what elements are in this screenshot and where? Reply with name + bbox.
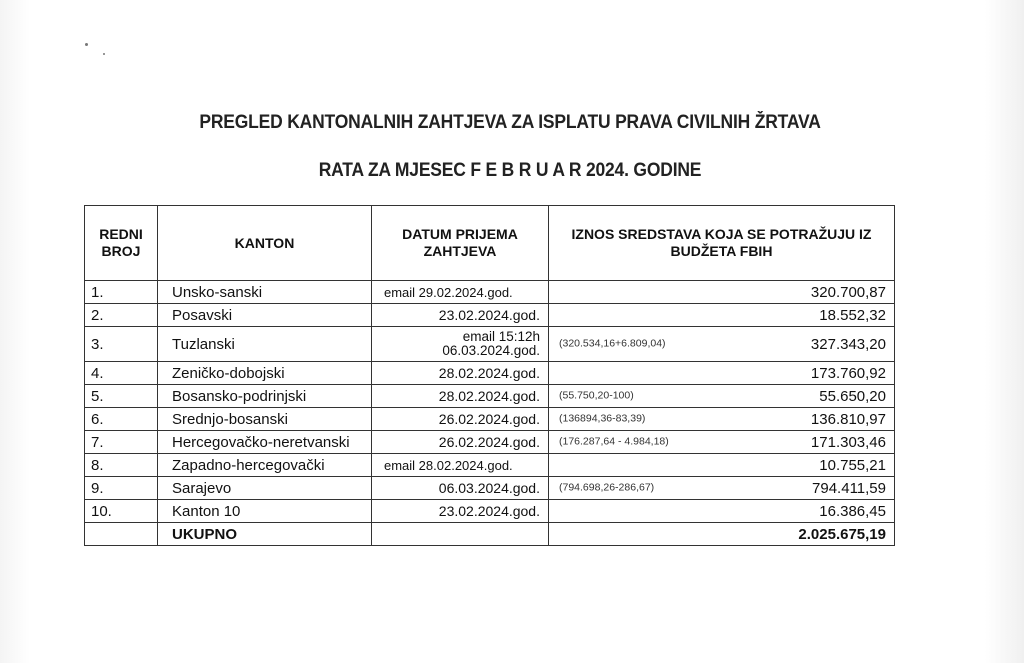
row-number: 1. bbox=[85, 281, 158, 304]
total-label: UKUPNO bbox=[158, 523, 372, 546]
row-iznos-cell bbox=[549, 362, 895, 385]
row-kanton: Bosansko-podrinjski bbox=[158, 385, 372, 408]
table-row bbox=[85, 362, 895, 385]
row-iznos: 136.810,97 bbox=[810, 410, 886, 428]
row-datum: 06.03.2024.god. bbox=[372, 477, 549, 500]
row-datum: 26.02.2024.god. bbox=[372, 431, 549, 454]
row-datum: email 15:12h 06.03.2024.god. bbox=[372, 327, 549, 362]
row-datum: email 29.02.2024.god. bbox=[372, 281, 549, 304]
row-kanton: Hercegovačko-neretvanski bbox=[158, 431, 372, 454]
row-iznos: 173.760,92 bbox=[810, 364, 886, 382]
row-number: 9. bbox=[85, 477, 158, 500]
row-number: 3. bbox=[85, 327, 158, 362]
header-iznos: IZNOS SREDSTAVA KOJA SE POTRAŽUJU IZ BUDŽETA FBIH bbox=[549, 206, 895, 281]
row-iznos-cell bbox=[549, 281, 895, 304]
row-number: 6. bbox=[85, 408, 158, 431]
row-calculation: (320.534,16+6.809,04) bbox=[559, 337, 666, 350]
row-calculation: (794.698,26-286,67) bbox=[559, 481, 655, 494]
row-iznos: 320.700,87 bbox=[810, 283, 886, 301]
header-datum: DATUM PRIJEMA ZAHTJEVA bbox=[372, 206, 549, 281]
row-kanton: Posavski bbox=[158, 304, 372, 327]
row-iznos-cell bbox=[549, 385, 895, 408]
row-kanton: Zapadno-hercegovački bbox=[158, 454, 372, 477]
row-kanton: Unsko-sanski bbox=[158, 281, 372, 304]
table-row bbox=[85, 500, 895, 523]
row-number: 7. bbox=[85, 431, 158, 454]
row-kanton: Sarajevo bbox=[158, 477, 372, 500]
row-iznos: 327.343,20 bbox=[810, 335, 886, 353]
row-kanton: Zeničko-dobojski bbox=[158, 362, 372, 385]
row-number: 4. bbox=[85, 362, 158, 385]
row-kanton: Tuzlanski bbox=[158, 327, 372, 362]
row-datum: email 28.02.2024.god. bbox=[372, 454, 549, 477]
row-iznos-cell bbox=[549, 477, 895, 500]
table-row bbox=[85, 454, 895, 477]
row-datum: 23.02.2024.god. bbox=[372, 304, 549, 327]
row-datum: 28.02.2024.god. bbox=[372, 385, 549, 408]
row-iznos: 16.386,45 bbox=[819, 502, 886, 520]
table-header-row bbox=[85, 206, 895, 281]
table-row bbox=[85, 431, 895, 454]
total-empty-cell bbox=[372, 523, 549, 546]
row-kanton: Kanton 10 bbox=[158, 500, 372, 523]
row-number: 2. bbox=[85, 304, 158, 327]
table-row bbox=[85, 408, 895, 431]
row-number: 5. bbox=[85, 385, 158, 408]
row-kanton: Srednjo-bosanski bbox=[158, 408, 372, 431]
row-iznos: 171.303,46 bbox=[810, 433, 886, 451]
requests-table bbox=[84, 205, 895, 546]
row-calculation: (176.287,64 - 4.984,18) bbox=[559, 435, 669, 448]
row-iznos-cell bbox=[549, 431, 895, 454]
row-iznos-cell bbox=[549, 454, 895, 477]
table-row bbox=[85, 477, 895, 500]
header-kanton: KANTON bbox=[158, 206, 372, 281]
row-number: 8. bbox=[85, 454, 158, 477]
row-iznos: 794.411,59 bbox=[812, 479, 886, 497]
row-iznos-cell bbox=[549, 327, 895, 362]
total-row bbox=[85, 523, 895, 546]
row-iznos: 10.755,21 bbox=[819, 456, 886, 474]
row-iznos-cell bbox=[549, 408, 895, 431]
header-redni-broj: REDNI BROJ bbox=[85, 206, 158, 281]
row-iznos-cell bbox=[549, 304, 895, 327]
row-calculation: (136894,36-83,39) bbox=[559, 412, 646, 425]
row-number: 10. bbox=[85, 500, 158, 523]
document-title-line-1: PREGLED KANTONALNIH ZAHTJEVA ZA ISPLATU PRAVA CIVILNIH ŽRTAVA bbox=[199, 112, 821, 133]
row-iznos: 55.650,20 bbox=[819, 387, 886, 405]
scan-speck bbox=[85, 43, 88, 46]
table-row bbox=[85, 281, 895, 304]
total-empty-cell bbox=[85, 523, 158, 546]
scan-speck bbox=[103, 53, 105, 55]
table-row bbox=[85, 304, 895, 327]
document-title-line-2: RATA ZA MJESEC F E B R U A R 2024. GODINE bbox=[318, 160, 702, 181]
row-iznos: 18.552,32 bbox=[819, 306, 886, 324]
row-iznos-cell bbox=[549, 500, 895, 523]
row-calculation: (55.750,20-100) bbox=[559, 389, 634, 402]
total-amount: 2.025.675,19 bbox=[549, 523, 895, 546]
table-row bbox=[85, 327, 895, 362]
row-datum: 26.02.2024.god. bbox=[372, 408, 549, 431]
row-datum: 23.02.2024.god. bbox=[372, 500, 549, 523]
table-row bbox=[85, 385, 895, 408]
row-datum: 28.02.2024.god. bbox=[372, 362, 549, 385]
